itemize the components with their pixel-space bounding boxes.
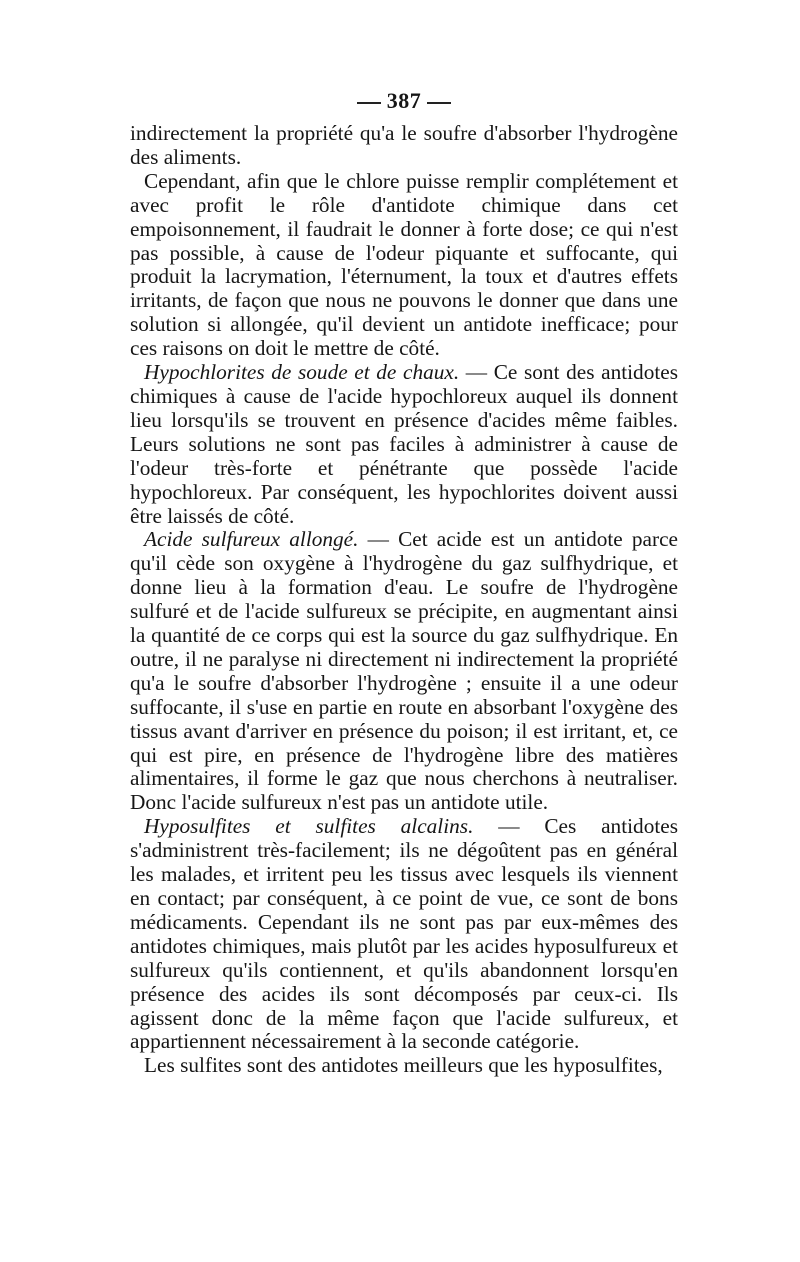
- paragraph-heading: Acide sulfureux allongé.: [144, 527, 359, 552]
- paragraph-heading: Hypochlorites de soude et de chaux.: [144, 360, 460, 385]
- dash-left: [357, 102, 381, 104]
- paragraph-continuation: [130, 122, 678, 170]
- paragraph-chlore: [130, 170, 678, 361]
- paragraph-text: — Ce sont des antidotes chimiques à cause de l'acide hypochloreux auquel ils donnent lieu lorsqu'ils se trouvent en présence d'acides même faibles. Leurs solutions ne sont pas faciles à administrer à cause de l'odeur très-forte et pénétrante que possède l'acide hypochloreux. Par conséquent, les hypochlorites doivent aussi être laissés de côté.: [130, 360, 679, 528]
- dash-right: [427, 102, 451, 104]
- paragraph-text: — Cet acide est un antidote parce qu'il cède son oxygène à l'hydrogène du gaz sulfhydrique, et donne lieu à la formation d'eau. Le soufre de l'hydrogène sulfuré et de l'acide sulfureux se précipite, en augmentant ainsi la quantité de ce corps qui est la source du gaz sulfhydrique. En outre, il ne paralyse ni directement ni indirectement la propriété qu'a le soufre d'absorber l'hydrogène ; ensuite il a une odeur suffocante, il s'use en partie en route en absorbant l'oxygène des tissus avant d'arriver en présence du poison; il est irritant, et, ce qui est pire, en présence de l'hydrogène libre des matières alimentaires, il forme le gaz que nous cherchons à neutraliser. Donc l'acide sulfureux n'est pas un antidote utile.: [130, 527, 678, 815]
- paragraph-heading: Hyposulfites et sulfites alcalins.: [144, 814, 474, 839]
- paragraph-acide-sulfureux: [130, 528, 678, 815]
- book-page: [130, 88, 678, 1078]
- paragraph-text: — Ces antidotes s'administrent très-facilement; ils ne dégoûtent pas en général les malades, et irritent peu les tissus avec lesquels ils viennent en contact; par conséquent, à ce point de vue, ce sont de bons médicaments. Cependant ils ne sont pas par eux-mêmes des antidotes chimiques, mais plutôt par les acides hyposulfureux et sulfureux qu'ils contiennent, et qu'ils abandonnent lorsqu'en présence des acides ils sont décomposés par ceux-ci. Ils agissent donc de la même façon que l'acide sulfureux, et appartiennent nécessairement à la seconde catégorie.: [130, 814, 678, 1054]
- page-number: 387: [386, 88, 422, 113]
- paragraph-sulfites: [130, 1054, 678, 1078]
- page-header: [130, 88, 678, 114]
- paragraph-hyposulfites: [130, 815, 678, 1054]
- paragraph-text: Cependant, afin que le chlore puisse remplir complétement et avec profit le rôle d'antidote chimique dans cet empoisonnement, il faudrait le donner à forte dose; ce qui n'est pas possible, à cause de l'odeur piquante et suffocante, qui produit la lacrymation, l'éternument, la toux et d'autres effets irritants, de façon que nous ne pouvons le donner que dans une solution si allongée, qu'il devient un antidote inefficace; pour ces raisons on doit le mettre de côté.: [130, 168, 678, 361]
- paragraph-hypochlorites: [130, 361, 678, 528]
- paragraph-text: indirectement la propriété qu'a le soufre d'absorber l'hydrogène des aliments.: [130, 121, 678, 169]
- paragraph-text: Les sulfites sont des antidotes meilleurs que les hyposulfites,: [144, 1053, 663, 1078]
